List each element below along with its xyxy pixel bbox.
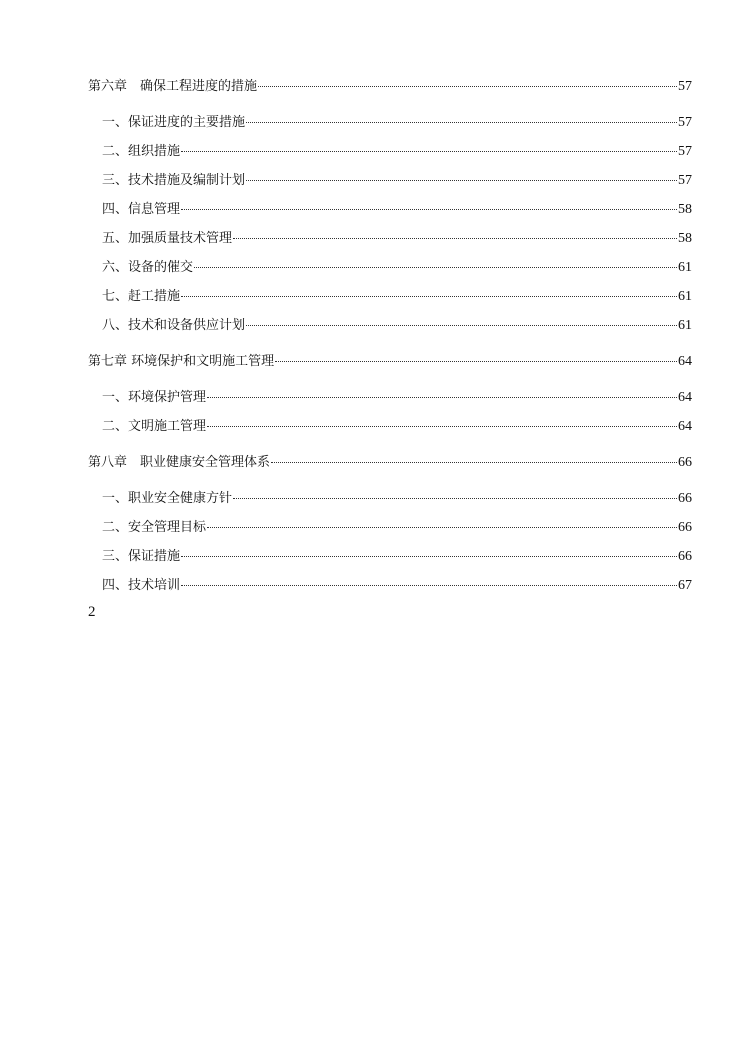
toc-entry-label: 五、加强质量技术管理: [102, 231, 233, 246]
toc-chapter[interactable]: [88, 76, 692, 97]
toc-section[interactable]: [88, 286, 692, 307]
toc-entry-label: 七、赶工措施: [102, 289, 181, 304]
toc-section[interactable]: [88, 416, 692, 437]
toc-entry-label: 三、技术措施及编制计划: [102, 173, 246, 188]
dot-leader: [246, 122, 677, 123]
dot-leader: [233, 498, 677, 499]
dot-leader: [207, 527, 677, 528]
toc-entry-label: 第八章 职业健康安全管理体系: [88, 455, 271, 470]
toc-chapter[interactable]: [88, 351, 692, 372]
toc-entry-page: 58: [678, 202, 692, 217]
toc-section[interactable]: [88, 387, 692, 408]
dot-leader: [258, 86, 677, 87]
toc-entry-page: 64: [678, 390, 692, 405]
dot-leader: [233, 238, 677, 239]
toc-section[interactable]: [88, 112, 692, 133]
toc-entry-page: 64: [678, 354, 692, 369]
dot-leader: [181, 296, 677, 297]
toc-section[interactable]: [88, 546, 692, 567]
toc-entry-label: 四、信息管理: [102, 202, 181, 217]
toc-entry-page: 57: [678, 144, 692, 159]
dot-leader: [275, 361, 677, 362]
toc-section[interactable]: [88, 488, 692, 509]
dot-leader: [207, 426, 677, 427]
table-of-contents: [88, 76, 692, 596]
dot-leader: [181, 556, 677, 557]
toc-entry-label: 三、保证措施: [102, 549, 181, 564]
toc-entry-label: 第七章 环境保护和文明施工管理: [88, 354, 275, 369]
toc-entry-label: 八、技术和设备供应计划: [102, 318, 246, 333]
toc-entry-label: 二、安全管理目标: [102, 520, 207, 535]
toc-entry-page: 61: [678, 260, 692, 275]
dot-leader: [181, 585, 677, 586]
toc-entry-label: 一、环境保护管理: [102, 390, 207, 405]
toc-entry-page: 66: [678, 491, 692, 506]
dot-leader: [207, 397, 677, 398]
toc-entry-page: 61: [678, 289, 692, 304]
toc-entry-label: 二、文明施工管理: [102, 419, 207, 434]
toc-section[interactable]: [88, 315, 692, 336]
toc-entry-page: 64: [678, 419, 692, 434]
toc-entry-page: 58: [678, 231, 692, 246]
toc-section[interactable]: [88, 575, 692, 596]
toc-section[interactable]: [88, 228, 692, 249]
toc-entry-page: 66: [678, 520, 692, 535]
toc-entry-page: 57: [678, 173, 692, 188]
toc-entry-page: 57: [678, 115, 692, 130]
toc-entry-page: 57: [678, 79, 692, 94]
toc-entry-label: 一、保证进度的主要措施: [102, 115, 246, 130]
toc-entry-page: 61: [678, 318, 692, 333]
dot-leader: [181, 151, 677, 152]
dot-leader: [246, 180, 677, 181]
page-number: 2: [88, 604, 96, 620]
toc-entry-label: 六、设备的催交: [102, 260, 194, 275]
toc-entry-page: 66: [678, 549, 692, 564]
toc-section[interactable]: [88, 141, 692, 162]
toc-section[interactable]: [88, 170, 692, 191]
dot-leader: [246, 325, 677, 326]
toc-entry-label: 四、技术培训: [102, 578, 181, 593]
dot-leader: [194, 267, 677, 268]
toc-entry-label: 第六章 确保工程进度的措施: [88, 79, 258, 94]
toc-chapter[interactable]: [88, 452, 692, 473]
dot-leader: [271, 462, 677, 463]
toc-entry-page: 67: [678, 578, 692, 593]
toc-section[interactable]: [88, 199, 692, 220]
toc-entry-label: 一、职业安全健康方针: [102, 491, 233, 506]
dot-leader: [181, 209, 677, 210]
toc-section[interactable]: [88, 517, 692, 538]
toc-entry-page: 66: [678, 455, 692, 470]
toc-entry-label: 二、组织措施: [102, 144, 181, 159]
toc-section[interactable]: [88, 257, 692, 278]
